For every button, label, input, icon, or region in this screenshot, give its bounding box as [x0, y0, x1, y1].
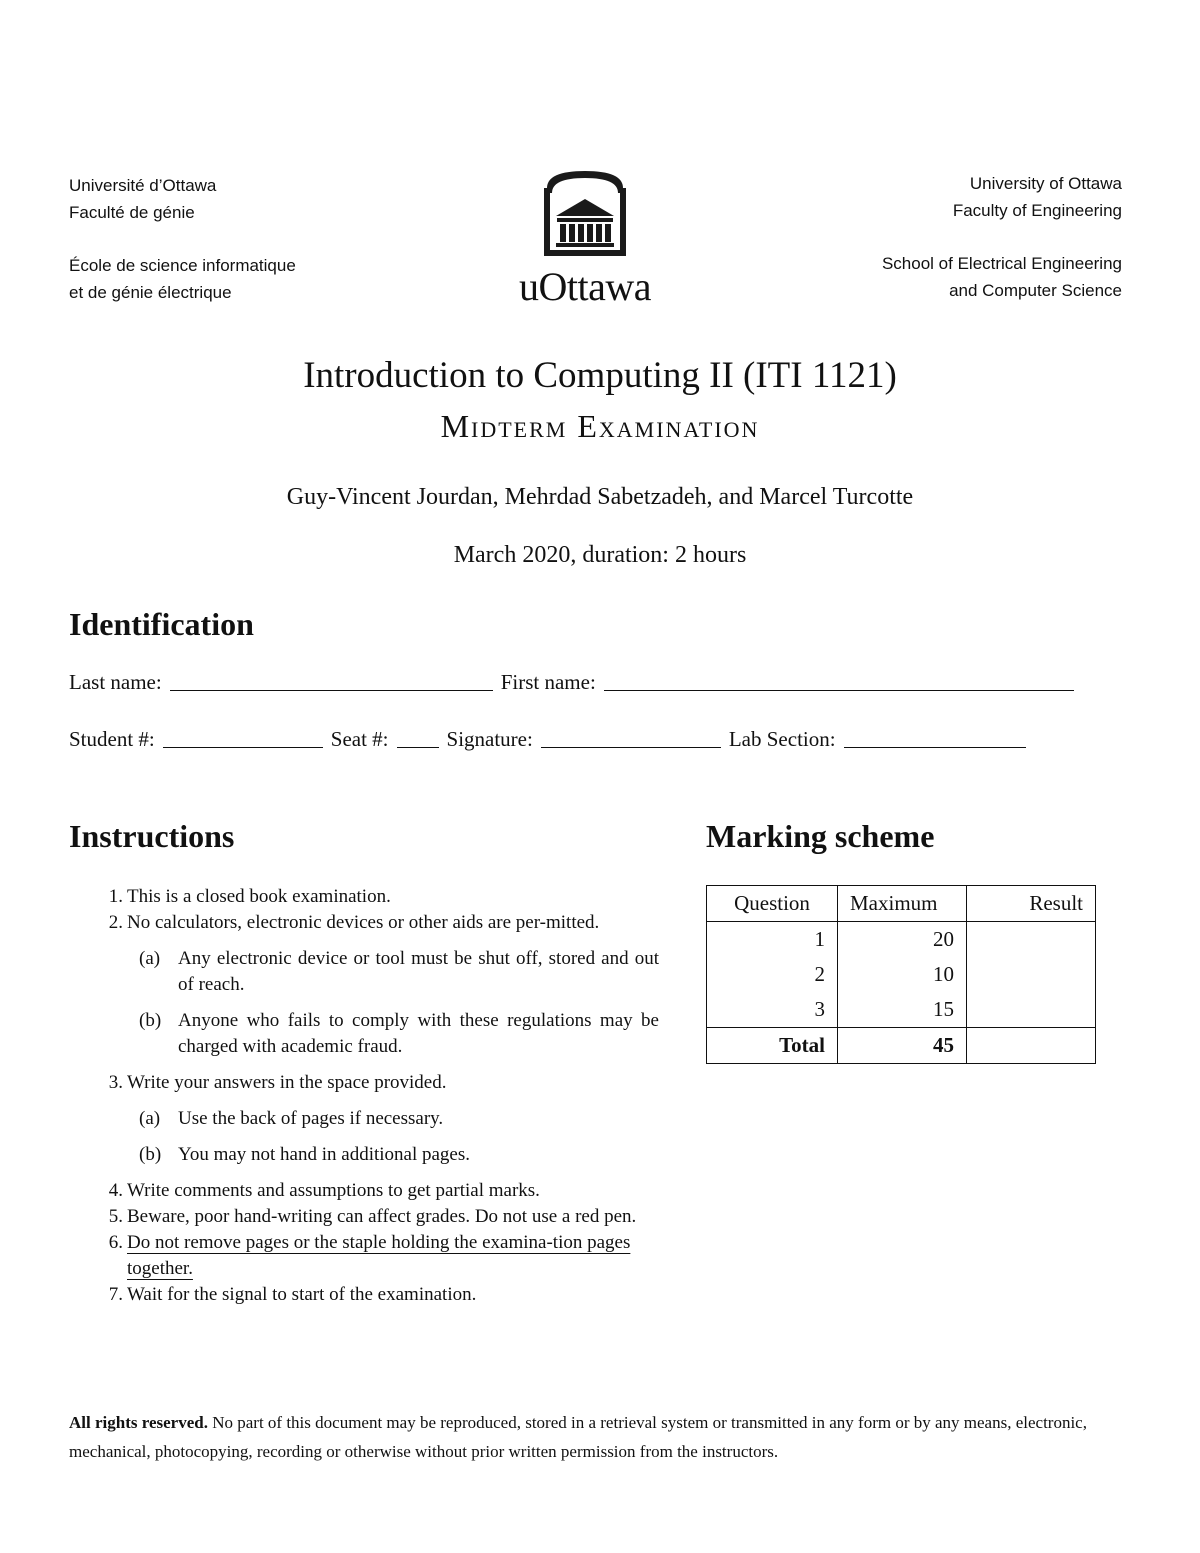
rights-bold: All rights reserved. [69, 1413, 208, 1432]
total-maximum: 45 [838, 1028, 967, 1064]
building-icon [500, 168, 670, 260]
column-header: Result [967, 886, 1096, 922]
total-result-cell[interactable] [967, 1028, 1096, 1064]
sub-item [69, 1106, 659, 1132]
lab-section-label: Lab Section: [728, 727, 836, 751]
header-line: University of Ottawa [969, 174, 1122, 193]
question-cell: 1 [707, 922, 838, 958]
item-number: 6. [108, 1232, 123, 1253]
seat-label: Seat #: [330, 727, 389, 751]
maximum-cell: 20 [838, 922, 967, 958]
marking-scheme-heading: Marking scheme [706, 818, 935, 854]
item-number: 4. [108, 1180, 123, 1201]
table-row [707, 922, 1096, 958]
column-header: Maximum [838, 886, 967, 922]
authors: Guy-Vincent Jourdan, Mehrdad Sabetzadeh, and Marcel Turcotte [286, 484, 914, 510]
item-number: 2. [108, 912, 123, 933]
sub-item-label: (a) [139, 948, 161, 969]
table-header-row [707, 886, 1096, 922]
sub-item [69, 1008, 659, 1060]
instructions-heading: Instructions [69, 818, 235, 854]
sub-item-label: (a) [139, 1108, 161, 1129]
result-cell[interactable] [967, 957, 1096, 992]
sub-item [69, 1142, 659, 1168]
question-cell: 2 [707, 957, 838, 992]
maximum-cell: 10 [838, 957, 967, 992]
header-french [69, 172, 296, 306]
header-line: Faculty of Engineering [952, 201, 1122, 220]
list-item [69, 1204, 659, 1230]
item-text: This is a closed book examination. [127, 886, 391, 907]
total-label: Total [707, 1028, 838, 1064]
header-line: and Computer Science [949, 281, 1122, 300]
signature-label: Signature: [446, 727, 533, 751]
list-item [69, 884, 659, 910]
sub-item-text: Anyone who fails to comply with these regulations may be charged with academic fraud. [178, 1010, 659, 1057]
maximum-cell: 15 [838, 992, 967, 1028]
item-number: 3. [108, 1072, 123, 1093]
seat-field[interactable] [397, 746, 439, 748]
item-number: 1. [108, 886, 123, 907]
first-name-label: First name: [500, 670, 596, 694]
exam-date: March 2020, duration: 2 hours [453, 542, 747, 568]
table-row [707, 957, 1096, 992]
identification-heading: Identification [69, 606, 254, 642]
item-text: Write your answers in the space provided. [127, 1072, 447, 1093]
exam-title: Midterm Examination [440, 408, 760, 444]
id-row [69, 727, 1034, 752]
sub-item-text: Use the back of pages if necessary. [178, 1108, 444, 1129]
marking-table [706, 885, 1096, 1064]
list-item [69, 1282, 659, 1308]
header-line: École de science informatique [69, 256, 296, 275]
last-name-field[interactable] [170, 689, 493, 691]
header-line: Université d’Ottawa [69, 176, 217, 195]
lab-section-field[interactable] [844, 746, 1026, 748]
table-row [707, 992, 1096, 1028]
result-cell[interactable] [967, 922, 1096, 958]
item-number: 7. [108, 1284, 123, 1305]
list-item [69, 910, 659, 936]
item-text: Write comments and assumptions to get partial marks. [127, 1180, 540, 1201]
header-line: School of Electrical Engineering [881, 254, 1122, 273]
sub-item-label: (b) [139, 1010, 162, 1031]
rights-notice [69, 1408, 1132, 1466]
student-number-field[interactable] [163, 746, 323, 748]
list-item [69, 1178, 659, 1204]
sub-item-text: Any electronic device or tool must be shut off, stored and out of reach. [178, 948, 659, 995]
item-text: Beware, poor hand-writing can affect grades. Do not use a red pen. [127, 1206, 637, 1227]
item-text: Wait for the signal to start of the examination. [127, 1284, 477, 1305]
sub-item-label: (b) [139, 1144, 162, 1165]
total-row [707, 1028, 1096, 1064]
logo-wordmark: uOttawa [518, 264, 651, 309]
header-english [882, 170, 1122, 304]
item-number: 5. [108, 1206, 123, 1227]
signature-field[interactable] [541, 746, 721, 748]
question-cell: 3 [707, 992, 838, 1028]
uottawa-logo [500, 168, 670, 310]
rights-text: No part of this document may be reproduced, stored in a retrieval system or transmitted in any form or by any means, electronic, mechanical, photocopying, recording or otherwise without prior written permission from the instructors. [69, 1413, 1087, 1461]
first-name-field[interactable] [604, 689, 1074, 691]
sub-item-text: You may not hand in additional pages. [178, 1144, 471, 1165]
header-line: et de génie électrique [69, 283, 232, 302]
list-item [69, 1070, 659, 1096]
list-item [69, 1230, 659, 1282]
header-line: Faculté de génie [69, 203, 195, 222]
last-name-label: Last name: [69, 670, 162, 694]
student-number-label: Student #: [69, 727, 155, 751]
item-text: No calculators, electronic devices or other aids are per-mitted. [127, 912, 600, 933]
sub-item [69, 946, 659, 998]
course-title: Introduction to Computing II (ITI 1121) [303, 355, 897, 396]
instructions-list [69, 884, 659, 1308]
item-text: Do not remove pages or the staple holding the examina-tion pages together. [127, 1232, 631, 1279]
column-header: Question [707, 886, 838, 922]
result-cell[interactable] [967, 992, 1096, 1028]
name-row [69, 670, 1082, 695]
